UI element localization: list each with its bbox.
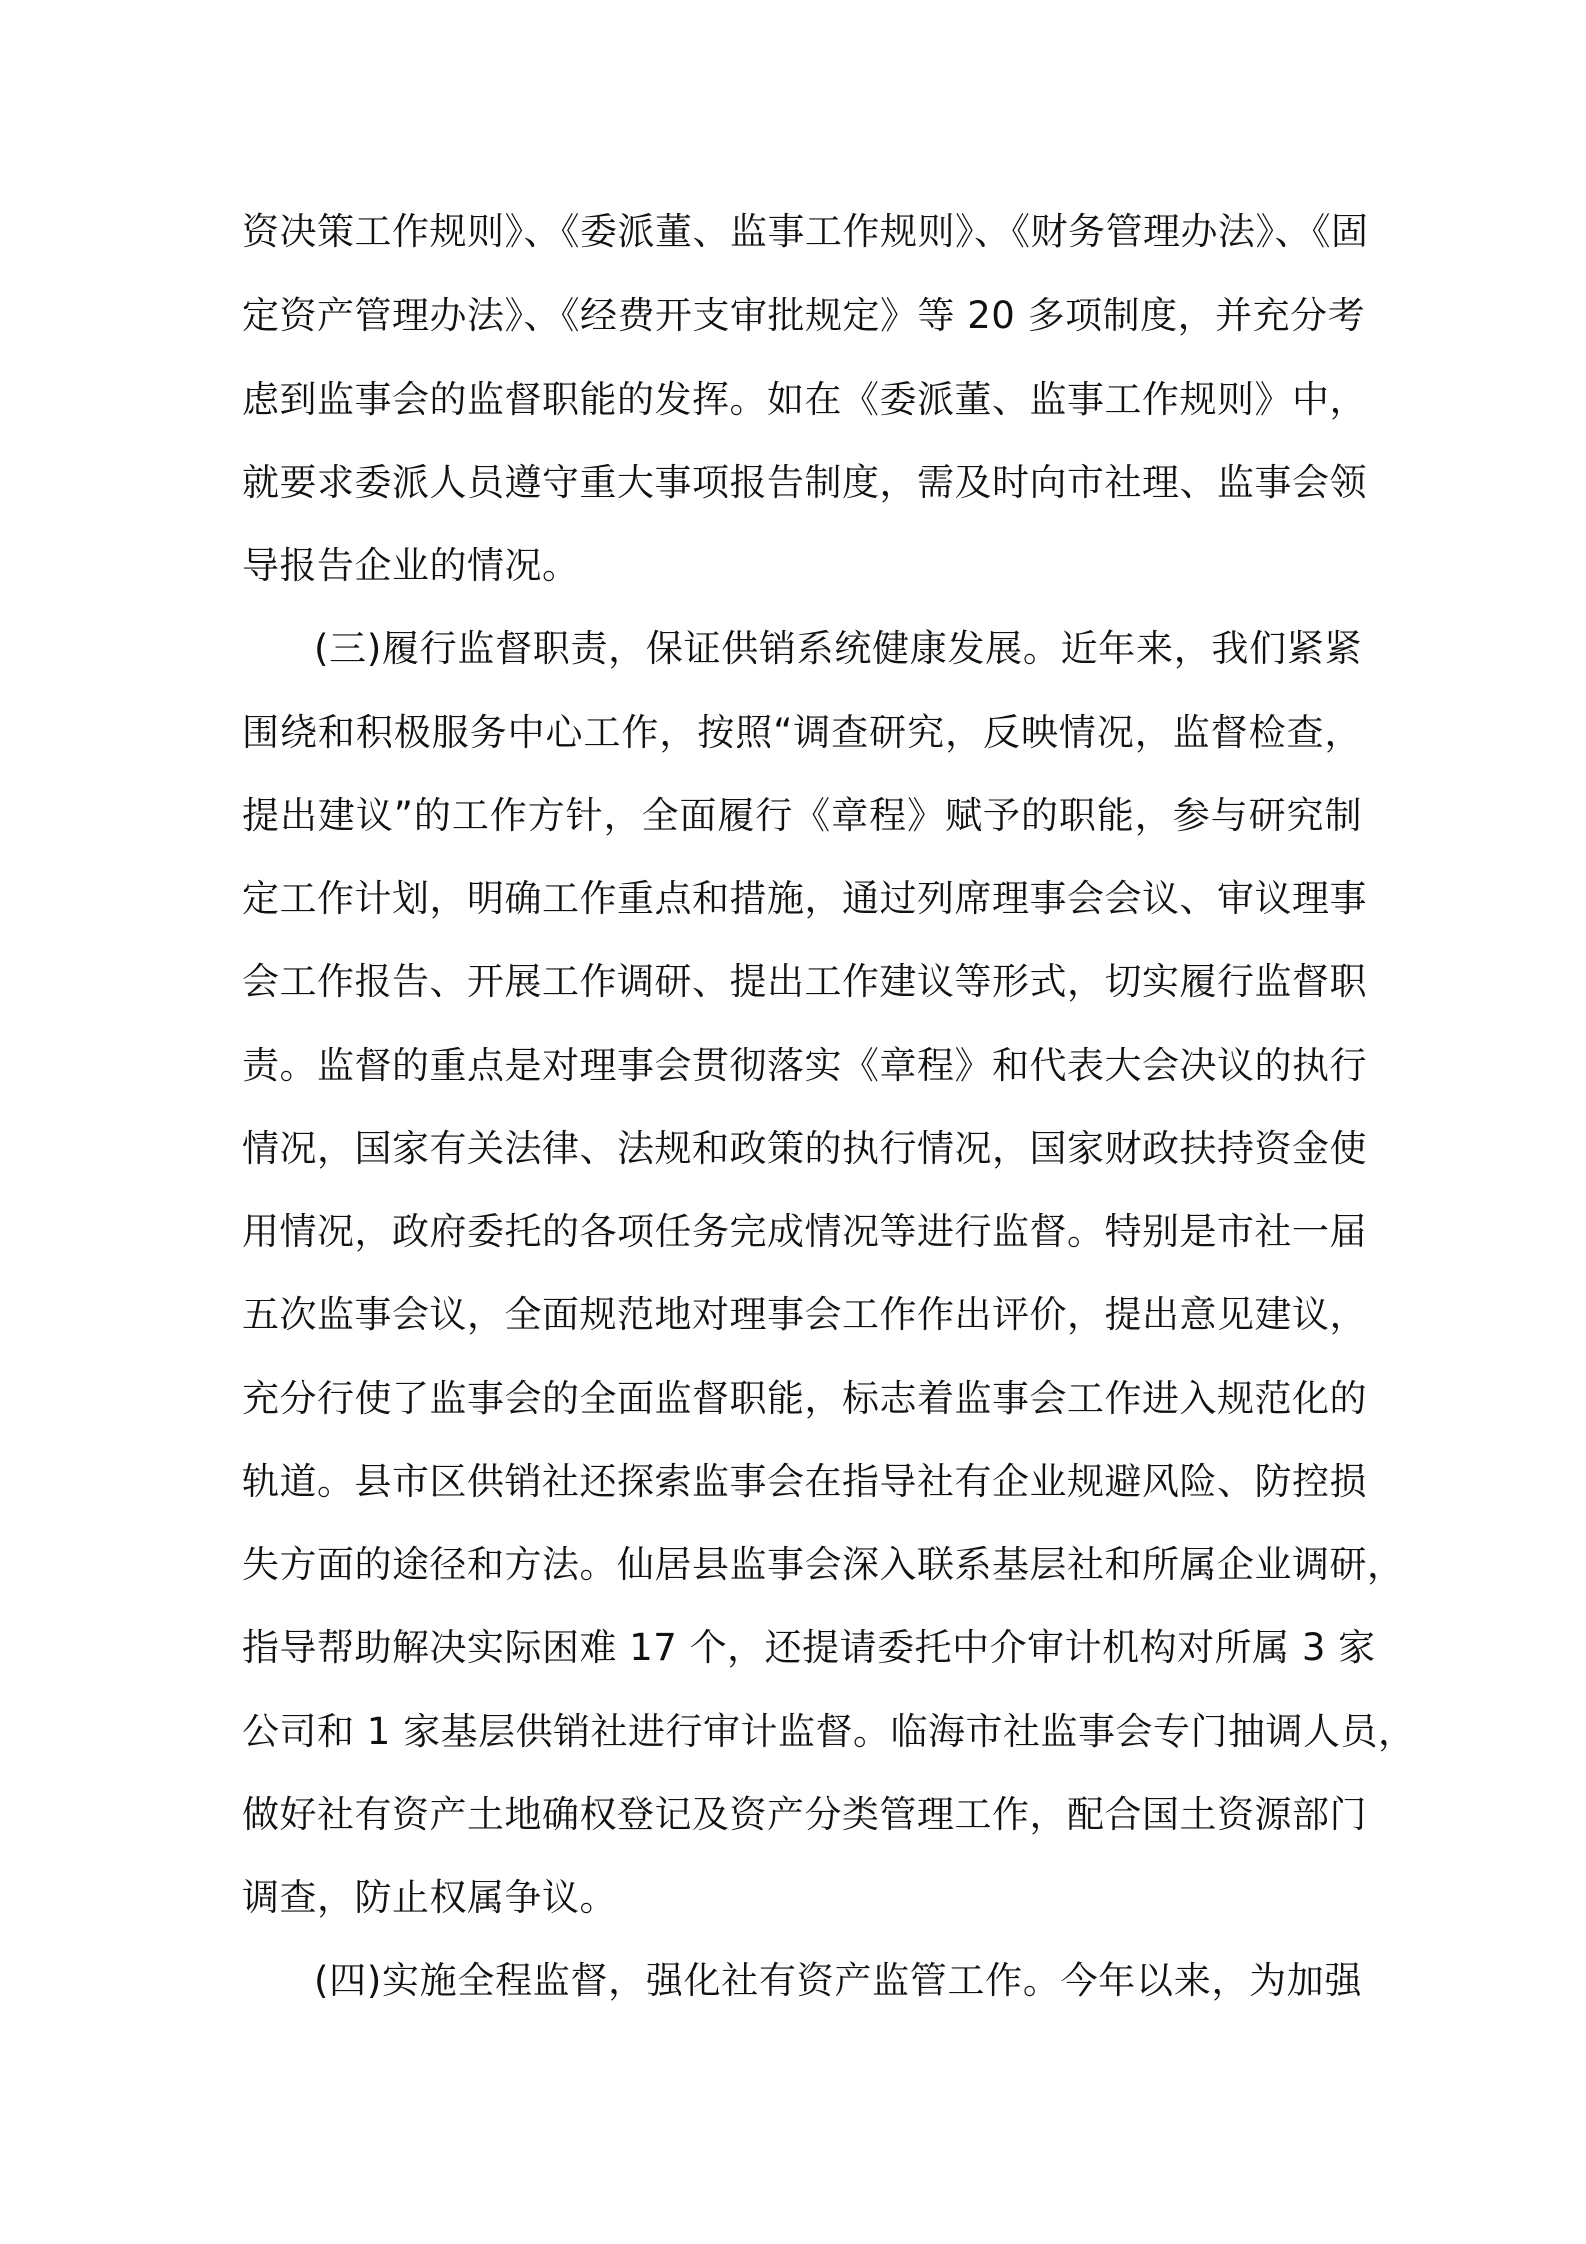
- text-line: 虑到监事会的监督职能的发挥。如在《委派董、监事工作规则》中，: [242, 378, 1367, 421]
- text-line: 调查，防止权属争议。: [242, 1876, 617, 1919]
- text-line: 资决策工作规则》、《委派董、监事工作规则》、《财务管理办法》、《固: [242, 210, 1369, 253]
- text-line: 失方面的途径和方法。仙居县监事会深入联系基层社和所属企业调研，: [242, 1543, 1405, 1586]
- text-line: 做好社有资产土地确权登记及资产分类管理工作，配合国土资源部门: [242, 1793, 1367, 1836]
- text-line: 轨道。县市区供销社还探索监事会在指导社有企业规避风险、防控损: [242, 1460, 1367, 1503]
- text-line: 就要求委派人员遵守重大事项报告制度，需及时向市社理、监事会领: [242, 461, 1367, 504]
- text-line: 定资产管理办法》、《经费开支审批规定》等 20 多项制度，并充分考: [242, 294, 1366, 337]
- text-line: 用情况，政府委托的各项任务完成情况等进行监督。特别是市社一届: [242, 1210, 1367, 1253]
- text-line: 提出建议”的工作方针，全面履行《章程》赋予的职能，参与研究制: [242, 794, 1362, 837]
- text-line: (三)履行监督职责，保证供销系统健康发展。近年来，我们紧紧: [314, 627, 1362, 670]
- text-line: 指导帮助解决实际困难 17 个，还提请委托中介审计机构对所属 3 家: [242, 1626, 1376, 1669]
- text-line: 导报告企业的情况。: [242, 544, 580, 587]
- text-line: 责。监督的重点是对理事会贯彻落实《章程》和代表大会决议的执行: [242, 1044, 1367, 1087]
- text-line: 五次监事会议，全面规范地对理事会工作作出评价，提出意见建议，: [242, 1293, 1367, 1336]
- text-line: 情况，国家有关法律、法规和政策的执行情况，国家财政扶持资金使: [242, 1127, 1367, 1170]
- text-line: 围绕和积极服务中心工作，按照“调查研究，反映情况，监督检查，: [242, 711, 1362, 754]
- text-line: (四)实施全程监督，强化社有资产监管工作。今年以来，为加强: [314, 1959, 1362, 2002]
- text-line: 会工作报告、开展工作调研、提出工作建议等形式，切实履行监督职: [242, 960, 1367, 1003]
- text-line: 公司和 1 家基层供销社进行审计监督。临海市社监事会专门抽调人员，: [242, 1710, 1416, 1753]
- text-line: 定工作计划，明确工作重点和措施，通过列席理事会会议、审议理事: [242, 877, 1367, 920]
- text-line: 充分行使了监事会的全面监督职能，标志着监事会工作进入规范化的: [242, 1377, 1367, 1420]
